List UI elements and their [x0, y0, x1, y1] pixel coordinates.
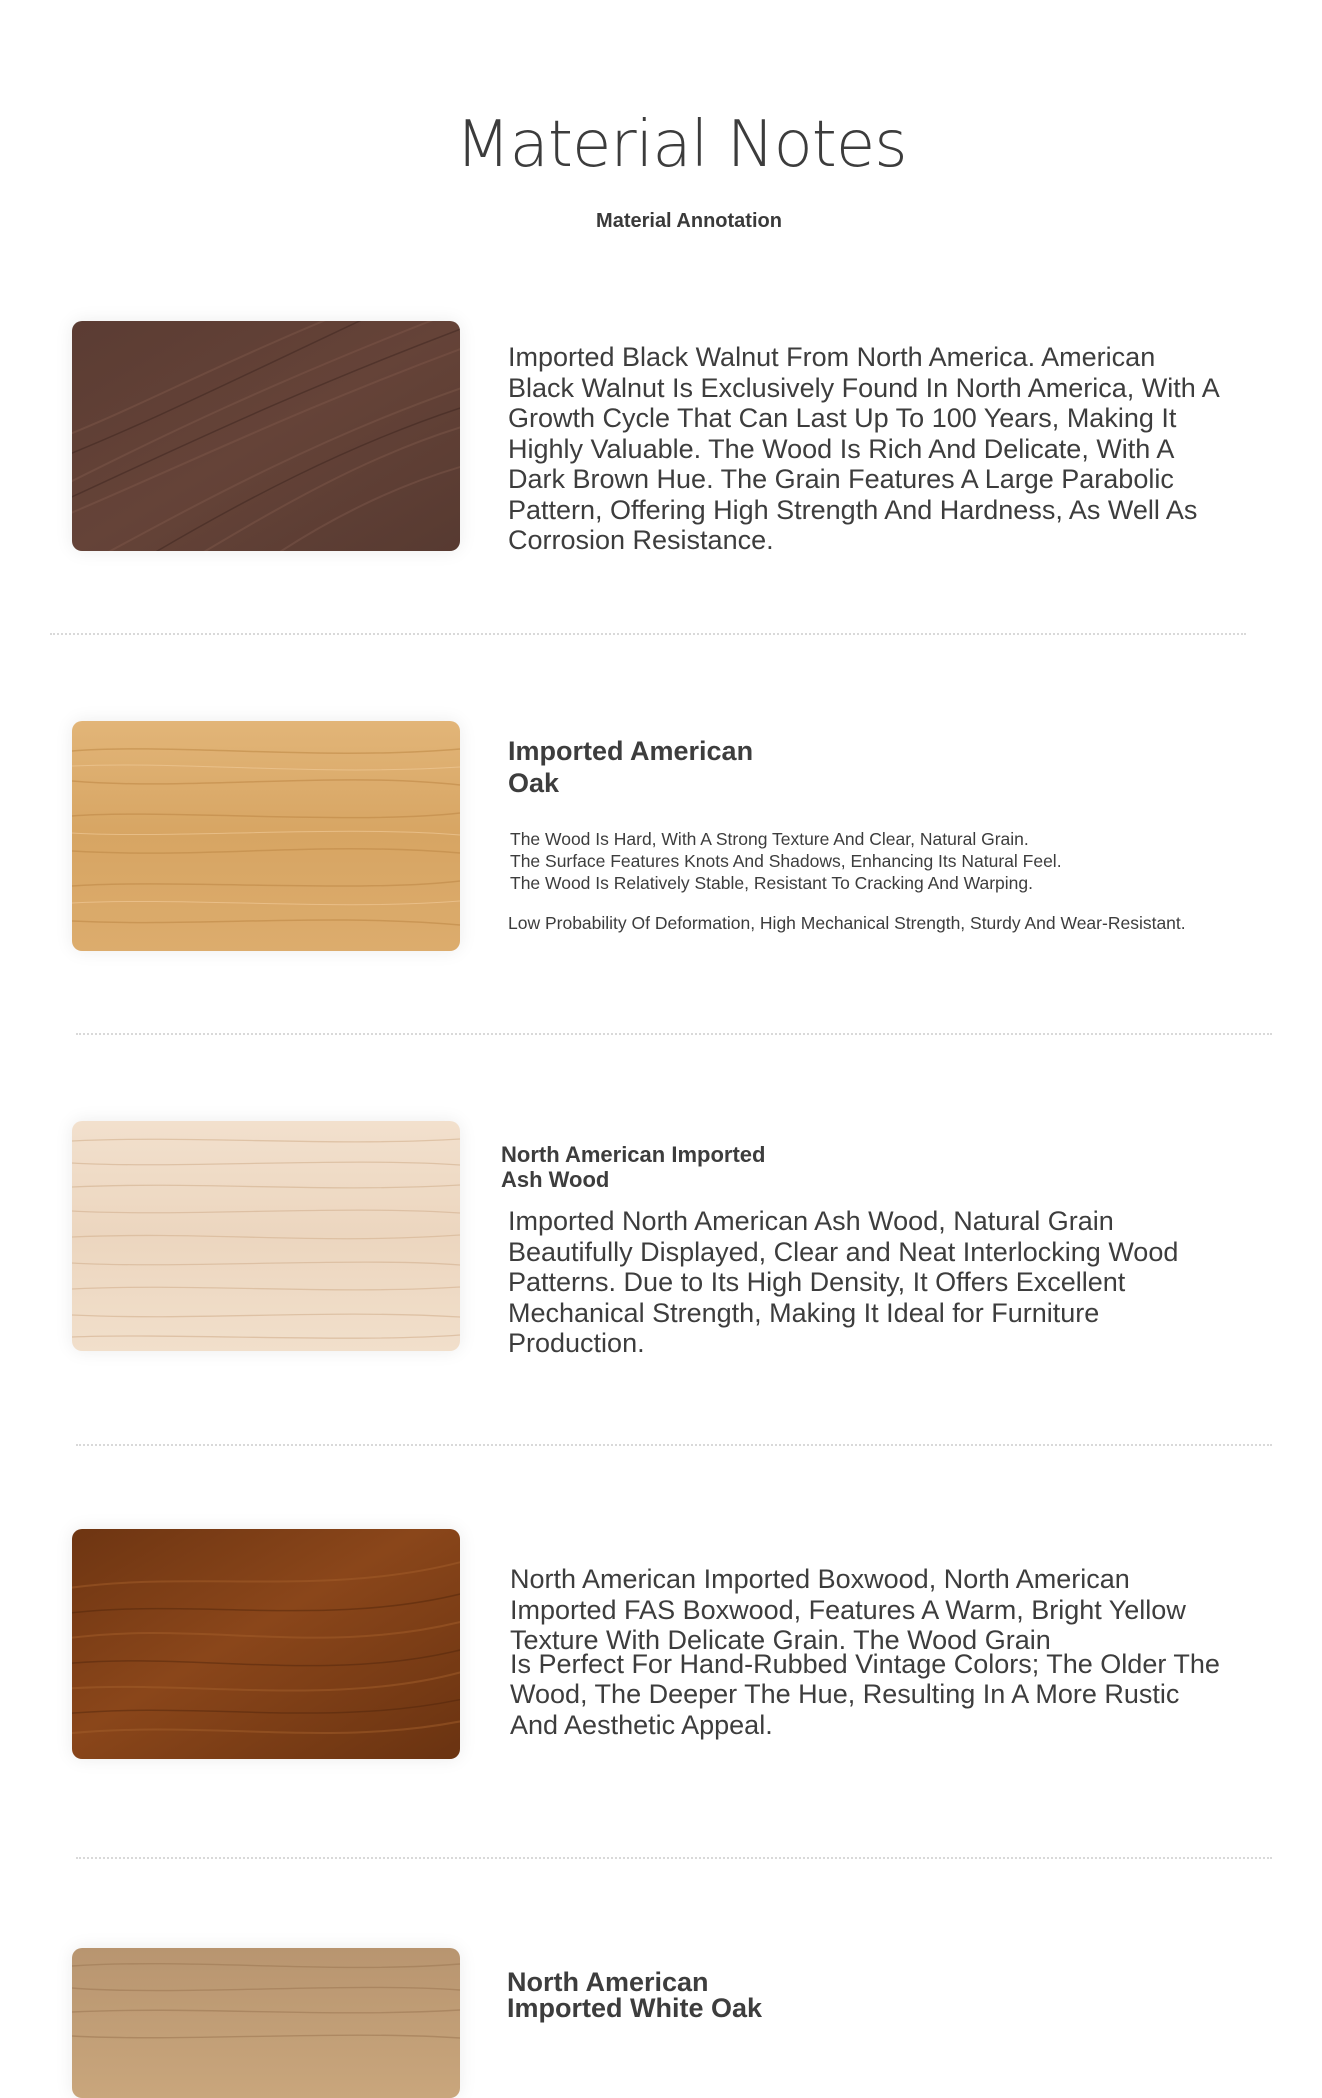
boxwood-swatch-image: [72, 1529, 460, 1759]
oak-heading: [508, 735, 753, 799]
section-divider: [76, 1444, 1272, 1446]
boxwood-description: [510, 1564, 1230, 1740]
oak-properties-list: [510, 828, 1230, 894]
page-title: Material Notes: [455, 108, 907, 182]
oak-heading-line2: Oak: [508, 768, 560, 798]
oak-swatch-image: [72, 721, 460, 951]
white-oak-swatch-image: [72, 1948, 460, 2098]
walnut-description: Imported Black Walnut From North America. American Black Walnut Is Exclusively Found In North America, With A Growth Cycle That Can Last Up To 100 Years, Making It Highly Valuable. The Wood Is Rich And Delicate, With A Dark Brown Hue. The Grain Features A Large Parabolic Pattern, Offering High Strength And Hardness, As Well As Corrosion Resistance.: [508, 342, 1219, 555]
page-subtitle: Material Annotation: [596, 210, 782, 232]
boxwood-description-part1: North American Imported Boxwood, North American Imported FAS Boxwood, Features A Warm, Bright Yellow Texture With Delicate Grain. The Wood Grain: [510, 1564, 1186, 1655]
ash-heading-line1: North American Imported: [501, 1142, 766, 1167]
section-divider: [76, 1857, 1272, 1859]
oak-heading-line1: Imported American: [508, 736, 754, 766]
white-oak-heading: [507, 1969, 762, 2021]
oak-note: Low Probability Of Deformation, High Mechanical Strength, Sturdy And Wear-Resistant.: [508, 913, 1186, 933]
oak-property-line: The Surface Features Knots And Shadows, Enhancing Its Natural Feel.: [510, 851, 1062, 871]
white-oak-heading-line2: Imported White Oak: [507, 1993, 763, 2023]
oak-property-line: The Wood Is Relatively Stable, Resistant To Cracking And Warping.: [510, 873, 1033, 893]
ash-heading-line2: Ash Wood: [501, 1167, 610, 1192]
ash-heading: [501, 1142, 765, 1192]
ash-description: Imported North American Ash Wood, Natural Grain Beautifully Displayed, Clear and Neat Interlocking Wood Patterns. Due to Its High Density, It Offers Excellent Mechanical Strength, Making It Ideal for Furniture Production.: [508, 1206, 1179, 1358]
walnut-swatch-image: [72, 321, 460, 551]
boxwood-description-part2: Is Perfect For Hand-Rubbed Vintage Colors; The Older The Wood, The Deeper The Hue, Resulting In A More Rustic And Aesthetic Appeal.: [510, 1648, 1220, 1740]
oak-property-line: The Wood Is Hard, With A Strong Texture And Clear, Natural Grain.: [510, 829, 1029, 849]
section-divider: [76, 1033, 1272, 1035]
white-oak-heading-line1: North American: [507, 1967, 709, 1997]
ash-swatch-image: [72, 1121, 460, 1351]
section-divider: [50, 633, 1246, 635]
